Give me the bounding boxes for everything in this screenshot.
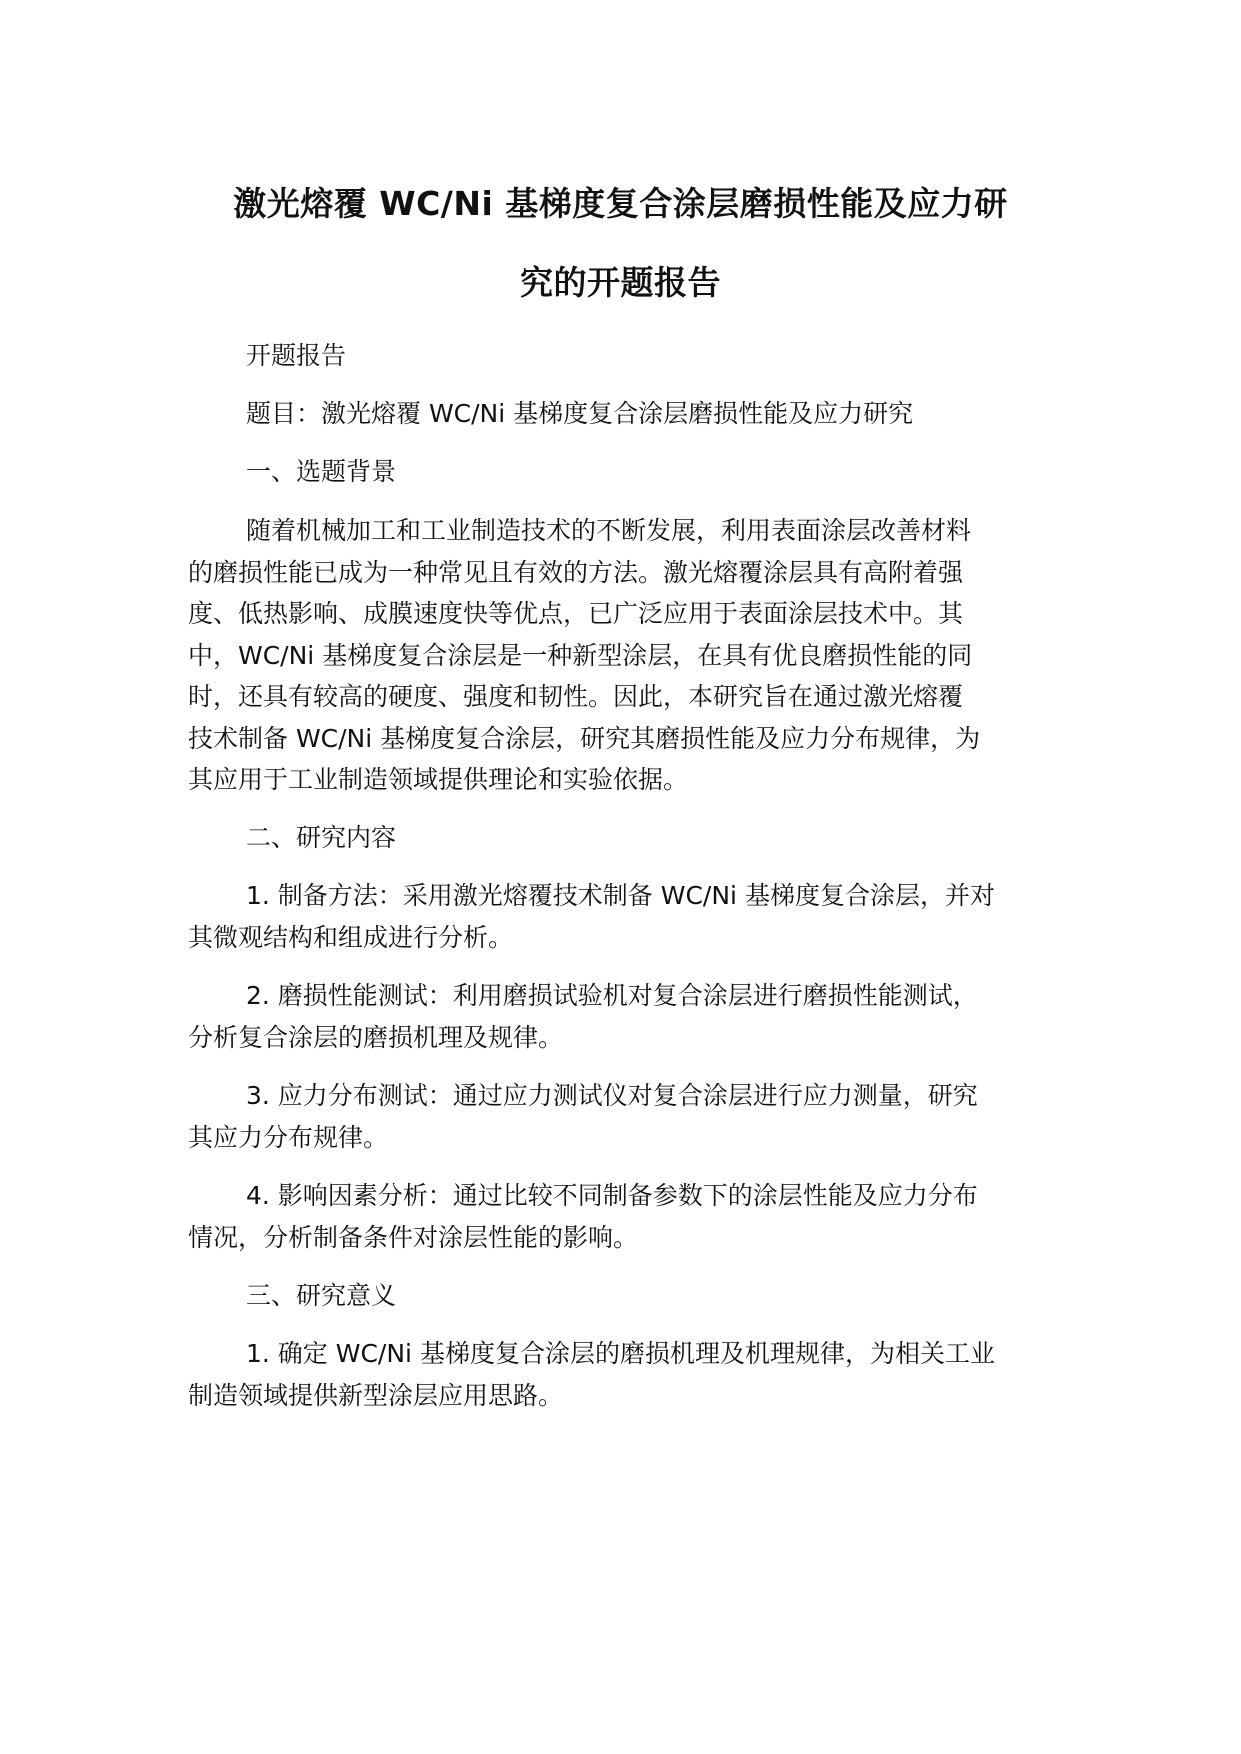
paragraph-line: 随着机械加工和工业制造技术的不断发展，利用表面涂层改善材料 (246, 516, 972, 545)
paragraph-line: 的磨损性能已成为一种常见且有效的方法。激光熔覆涂层具有高附着强 (188, 558, 964, 587)
list-item-line: 4. 影响因素分析：通过比较不同制备参数下的涂层性能及应力分布 (246, 1181, 978, 1210)
document-title-line-2: 究的开题报告 (520, 263, 721, 302)
report-label: 开题报告 (246, 341, 347, 370)
section-heading-significance: 三、研究意义 (246, 1281, 397, 1310)
paragraph-line: 中，WC/Ni 基梯度复合涂层是一种新型涂层，在具有优良磨损性能的同 (188, 641, 973, 670)
list-item-line: 其微观结构和组成进行分析。 (188, 923, 514, 952)
list-item-line: 1. 制备方法：采用激光熔覆技术制备 WC/Ni 基梯度复合涂层，并对 (246, 881, 995, 910)
list-item-line: 制造领域提供新型涂层应用思路。 (188, 1381, 564, 1410)
list-item-line: 分析复合涂层的磨损机理及规律。 (188, 1023, 564, 1052)
topic-line: 题目：激光熔覆 WC/Ni 基梯度复合涂层磨损性能及应力研究 (246, 399, 914, 428)
section-heading-content: 二、研究内容 (246, 823, 397, 852)
document-title-line-1: 激光熔覆 WC/Ni 基梯度复合涂层磨损性能及应力研 (233, 184, 1008, 223)
paragraph-line: 度、低热影响、成膜速度快等优点，已广泛应用于表面涂层技术中。其 (188, 599, 964, 628)
list-item-line: 1. 确定 WC/Ni 基梯度复合涂层的磨损机理及机理规律，为相关工业 (246, 1339, 995, 1368)
paragraph-line: 其应用于工业制造领域提供理论和实验依据。 (188, 765, 689, 794)
list-item-line: 情况，分析制备条件对涂层性能的影响。 (188, 1223, 639, 1252)
paragraph-line: 技术制备 WC/Ni 基梯度复合涂层，研究其磨损性能及应力分布规律，为 (188, 724, 981, 753)
section-heading-background: 一、选题背景 (246, 457, 397, 486)
list-item-line: 2. 磨损性能测试：利用磨损试验机对复合涂层进行磨损性能测试， (246, 981, 978, 1010)
list-item-line: 3. 应力分布测试：通过应力测试仪对复合涂层进行应力测量，研究 (246, 1081, 978, 1110)
paragraph-line: 时，还具有较高的硬度、强度和韧性。因此，本研究旨在通过激光熔覆 (188, 682, 964, 711)
list-item-line: 其应力分布规律。 (188, 1123, 389, 1152)
